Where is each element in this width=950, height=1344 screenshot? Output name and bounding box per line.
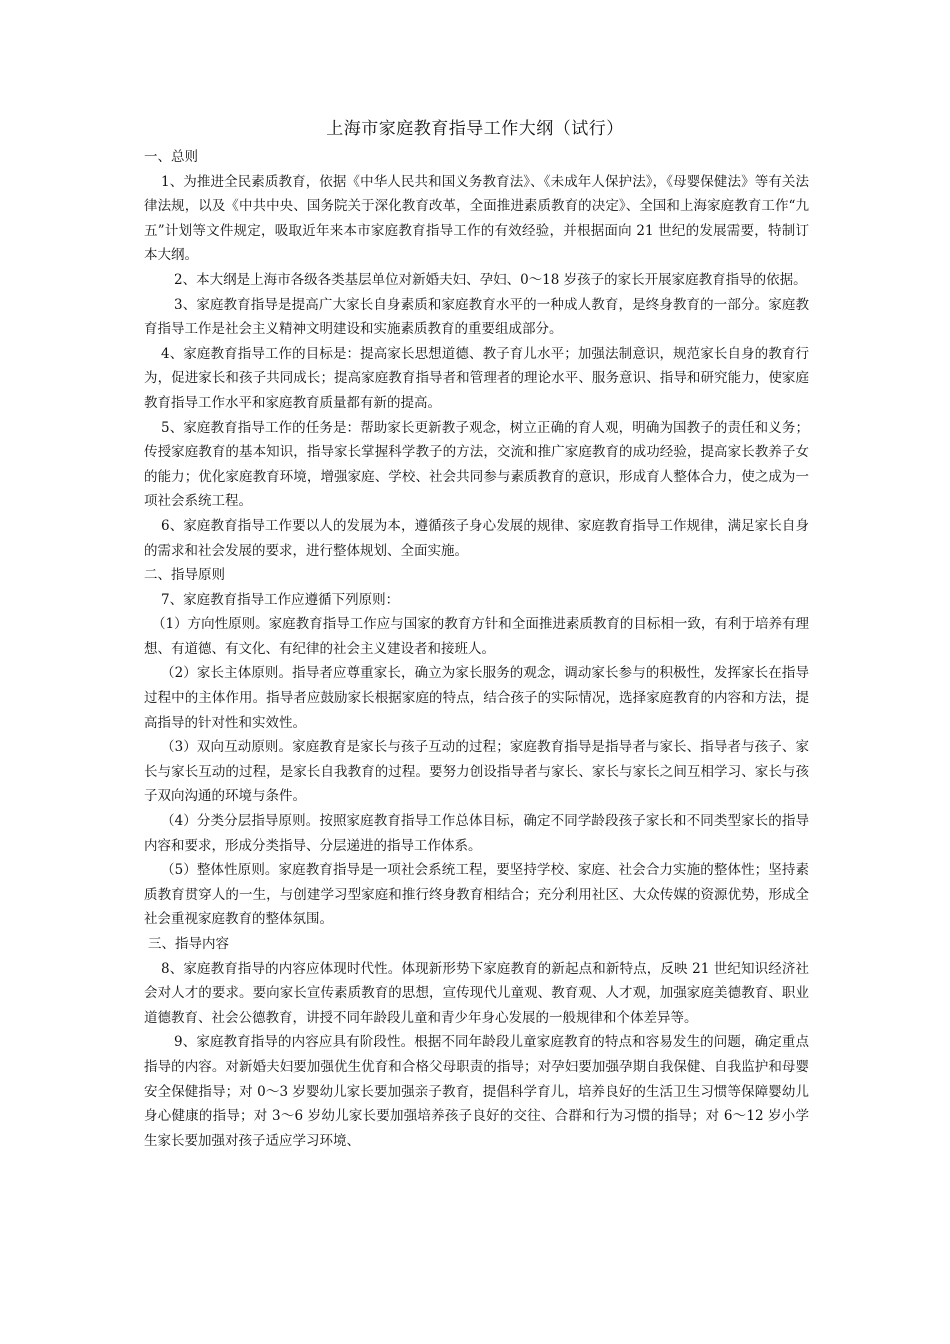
section-heading-principles: 二、指导原则: [144, 567, 225, 584]
paragraph-3: 3、家庭教育指导是提高广大家长自身素质和家庭教育水平的一种成人教育，是终身教育的一部分。家庭教育指导工作是社会主义精神文明建设和实施素质教育的重要组成部分。: [144, 296, 809, 338]
document-title: 上海市家庭教育指导工作大纲（试行）: [326, 119, 624, 139]
section-heading-content: 三、指导内容: [148, 936, 229, 952]
principle-4: （4）分类分层指导原则。按照家庭教育指导工作总体目标，确定不同学龄段孩子家长和不同类型家长的指导内容和要求，形成分类指导、分层递进的指导工作体系。: [144, 813, 809, 854]
document-body: [144, 145, 809, 1153]
paragraph-5: 5、家庭教育指导工作的任务是：帮助家长更新教子观念，树立正确的育人观，明确为国教子的责任和义务；传授家庭教育的基本知识，指导家长掌握科学教子的方法，交流和推广家庭教育的成功经验，提高家长教养子女的能力；优化家庭教育环境，增强家庭、学校、社会共同参与素质教育的意识，形成育人整体合力，使之成为一项社会系统工程。: [144, 419, 809, 510]
paragraph-4: 4、家庭教育指导工作的目标是：提高家长思想道德、教子育儿水平；加强法制意识，规范家长自身的教育行为，促进家长和孩子共同成长；提高家庭教育指导者和管理者的理论水平、服务意识、指导和研究能力，使家庭教育指导工作水平和家庭教育质量都有新的提高。: [144, 345, 809, 411]
principle-2: （2）家长主体原则。指导者应尊重家长，确立为家长服务的观念，调动家长参与的积极性，发挥家长在指导过程中的主体作用。指导者应鼓励家长根据家庭的特点，结合孩子的实际情况，选择家庭教育的内容和方法，提高指导的针对性和实效性。: [144, 665, 809, 731]
paragraph-1: 1、为推进全民素质教育，依据《中华人民共和国义务教育法》、《未成年人保护法》，《母婴保健法》等有关法律法规，以及《中共中央、国务院关于深化教育改革，全面推进素质教育的决定》、全国和上海家庭教育工作“九五”计划等文件规定，吸取近年来本市家庭教育指导工作的有效经验，并根据面向 21 世纪的发展需要，特制订本大纲。: [144, 173, 809, 264]
principle-5: （5）整体性原则。家庭教育指导是一项社会系统工程，要坚持学校、家庭、社会合力实施的整体性；坚持素质教育贯穿人的一生，与创建学习型家庭和推行终身教育相结合；充分利用社区、大众传媒的资源优势，形成全社会重视家庭教育的整体氛围。: [144, 862, 809, 928]
paragraph-8: 8、家庭教育指导的内容应体现时代性。体现新形势下家庭教育的新起点和新特点，反映 21 世纪知识经济社会对人才的要求。要向家长宣传素质教育的思想，宣传现代儿童观、教育观、人才观，加强家庭美德教育、职业道德教育、社会公德教育，讲授不同年龄段儿童和青少年身心发展的一般规律和个体差异等。: [144, 960, 809, 1026]
section-heading-general: 一、总则: [144, 149, 198, 165]
principle-1: （1）方向性原则。家庭教育指导工作应与国家的教育方针和全面推进素质教育的目标相一致，有利于培养有理想、有道德、有文化、有纪律的社会主义建设者和接班人。: [144, 616, 809, 657]
paragraph-7: 7、家庭教育指导工作应遵循下列原则：: [161, 591, 400, 608]
paragraph-2: 2、本大纲是上海市各级各类基层单位对新婚夫妇、孕妇、0～18 岁孩子的家长开展家庭教育指导的依据。: [174, 271, 807, 288]
paragraph-6: 6、家庭教育指导工作要以人的发展为本，遵循孩子身心发展的规律、家庭教育指导工作规律，满足家长自身的需求和社会发展的要求，进行整体规划、全面实施。: [144, 517, 809, 559]
principle-3: （3）双向互动原则。家庭教育是家长与孩子互动的过程；家庭教育指导是指导者与家长、指导者与孩子、家长与家长互动的过程，是家长自我教育的过程。要努力创设指导者与家长、家长与家长之间互相学习、家长与孩子双向沟通的环境与条件。: [144, 739, 809, 805]
paragraph-9: 9、家庭教育指导的内容应具有阶段性。根据不同年龄段儿童家庭教育的特点和容易发生的问题，确定重点指导的内容。对新婚夫妇要加强优生优育和合格父母职责的指导；对孕妇要加强孕期自我保健、自我监护和母婴安全保健指导；对 0～3 岁婴幼儿家长要加强亲子教育，提倡科学育儿，培养良好的生活卫生习惯等保障婴幼儿身心健康的指导；对 3～6 岁幼儿家长要加强培养孩子良好的交往、合群和行为习惯的指导；对 6～12 岁小学生家长要加强对孩子适应学习环境、: [144, 1034, 809, 1149]
